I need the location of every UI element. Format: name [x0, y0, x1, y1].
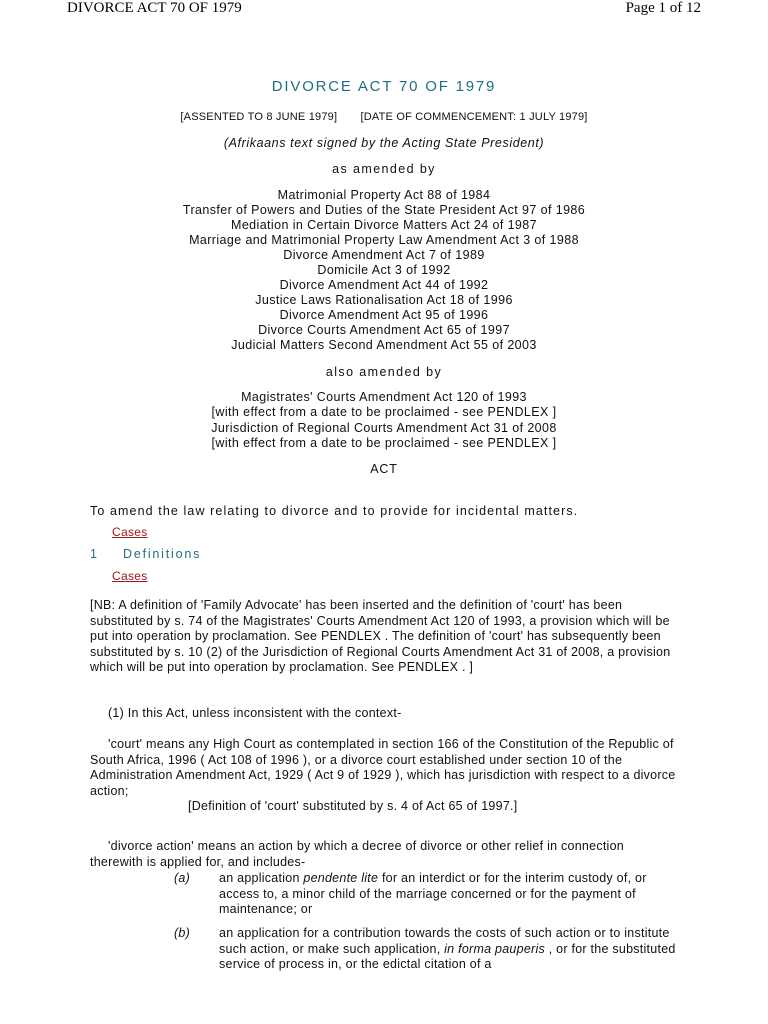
cases-link[interactable]: Cases: [112, 525, 148, 539]
commencement-date: [DATE OF COMMENCEMENT: 1 JULY 1979]: [360, 111, 588, 123]
definition-court: 'court' means any High Court as contemplated in section 166 of the Constitution of the Republic of South Africa, 1996 ( Act 108 of 1996 ), or a divorce court established under section 10 of the Administration Amendment Act, 1929 ( Act 9 of 1929 ), which has jurisdiction with respect to a divorce action;: [90, 737, 676, 798]
page-number: Page 1 of 12: [625, 0, 701, 16]
amending-act: Divorce Amendment Act 95 of 1996: [279, 308, 489, 322]
item-text: [219, 871, 684, 918]
item-marker: (b): [174, 926, 191, 940]
amending-act: Judicial Matters Second Amendment Act 55 of 2003: [231, 338, 537, 352]
nb-note: [NB: A definition of 'Family Advocate' has been inserted and the definition of 'court' has been substituted by s. 74 of the Magistrates' Courts Amendment Act 120 of 1993, a provision which will be put into operation by proclamation. See PENDLEX . The definition of 'court' has subsequently been substituted by s. 10 (2) of the Jurisdiction of Regional Courts Amendment Act 31 of 2008, a provision which will be put into operation by proclamation. See PENDLEX . ]: [90, 598, 671, 674]
also-amending-item: Magistrates' Courts Amendment Act 120 of 1993: [241, 390, 527, 404]
section-number: 1: [90, 547, 99, 561]
item-text-part: , or for the substituted service of process in, or the edictal citation of a: [219, 941, 676, 971]
section-heading: [90, 547, 201, 561]
also-amending-item: Jurisdiction of Regional Courts Amendment Act 31 of 2008: [211, 420, 557, 435]
definition-item: [174, 926, 684, 973]
also-amending-list: [0, 390, 768, 451]
item-text-part: an application for a contribution towards the costs of such action or to institute such action, or make such application,: [219, 926, 670, 956]
cases-link[interactable]: Cases: [112, 569, 148, 583]
amending-act: Divorce Amendment Act 7 of 1989: [283, 248, 485, 262]
amending-act: Justice Laws Rationalisation Act 18 of 1996: [255, 293, 513, 307]
amending-act: Matrimonial Property Act 88 of 1984: [277, 188, 491, 202]
document-title: DIVORCE ACT 70 OF 1979: [271, 78, 497, 95]
definition-court-note: [Definition of 'court' substituted by s. 4 of Act 65 of 1997.]: [188, 799, 518, 813]
amending-act: Transfer of Powers and Duties of the State President Act 97 of 1986: [182, 203, 586, 217]
item-latin-term: in forma pauperis: [444, 941, 545, 956]
also-amending-item: [with effect from a date to be proclaimed - see PENDLEX ]: [211, 435, 557, 450]
item-latin-term: pendente lite: [303, 871, 379, 885]
definition-divorce-action: 'divorce action' means an action by which a decree of divorce or other relief in connection therewith is applied for, and includes-: [90, 839, 624, 869]
amended-by-label: as amended by: [332, 162, 436, 176]
also-amended-label: also amended by: [325, 365, 443, 379]
item-text-part: an application: [219, 871, 304, 885]
amending-acts-list: [0, 188, 768, 353]
definition-item: [174, 871, 684, 918]
amending-act: Divorce Amendment Act 44 of 1992: [279, 278, 489, 292]
amending-act: Marriage and Matrimonial Property Law Amendment Act 3 of 1988: [189, 233, 579, 247]
running-head-title: DIVORCE ACT 70 OF 1979: [67, 0, 242, 16]
amending-act: Domicile Act 3 of 1992: [317, 263, 451, 277]
item-text: [219, 926, 684, 973]
long-title: To amend the law relating to divorce and to provide for incidental matters.: [90, 504, 579, 518]
amending-act: Divorce Courts Amendment Act 65 of 1997: [258, 323, 510, 337]
afrikaans-note: (Afrikaans text signed by the Acting State President): [223, 136, 545, 150]
also-amending-item: [with effect from a date to be proclaimed - see PENDLEX ]: [211, 405, 557, 420]
assent-dates: [0, 111, 768, 123]
assented-date: [ASSENTED TO 8 JUNE 1979]: [180, 111, 338, 123]
subsection-intro: (1) In this Act, unless inconsistent with the context-: [108, 706, 402, 720]
item-text-part: for an interdict or for the interim custody of, or access to, a minor child of the marriage concerned or for the payment of maintenance; or: [219, 871, 647, 916]
act-label: ACT: [370, 462, 398, 476]
item-marker: (a): [174, 871, 191, 885]
section-title: Definitions: [123, 547, 202, 561]
amending-act: Mediation in Certain Divorce Matters Act 24 of 1987: [231, 218, 537, 232]
